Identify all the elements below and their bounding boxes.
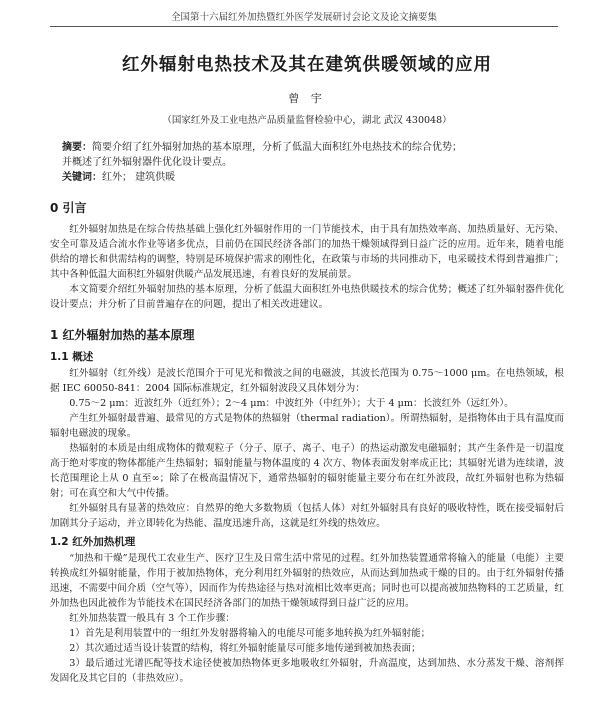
s11-paragraph-2: 0.75～2 μm：近波红外（近红外）；2～4 μm：中波红外（中红外）；大于 4 μm：长波红外（远红外）。: [69, 398, 514, 409]
intro-paragraph-2: 本文简要介绍红外辐射加热的基本原理，分析了低温大面积红外电热供暖技术的综合优势；概述了红外辐射器件优化设计要点；并分析了目前普遍存在的问题，提出了相关改进建议。: [50, 284, 564, 310]
affiliation: （国家红外及工业电热产品质量监督检验中心，湖北 武汉 430048）: [162, 115, 452, 126]
section-1-1-heading: 1.1 概述: [50, 351, 94, 363]
s12-paragraph-2: 红外加热装置一般具有 3 个工作步骤：: [69, 613, 235, 624]
s11-paragraph-5: 红外辐射具有显著的热效应：自然界的绝大多数物质（包括人体）对红外辐射具有良好的吸收特性，既在接受辐射后加剧其分子运动，并立即转化为热能、温度迅速升高，这就是红外线的热效应。: [50, 503, 564, 529]
keywords-line: [62, 170, 544, 185]
s11-paragraph-3: 产生红外辐射最普遍、最常见的方式是物体的热辐射（thermal radiation）。所谓热辐射，是指物体由于具有温度而辐射电磁波的现象。: [50, 413, 564, 439]
abstract-text-1: 简要介绍了红外辐射加热的基本原理，分析了低温大面积红外电热技术的综合优势；: [92, 142, 462, 153]
running-head: 全国第十六届红外加热暨红外医学发展研讨会论文及论文摘要集: [50, 0, 558, 27]
author: 曾 宇: [288, 92, 326, 105]
abstract-label: 摘要：: [62, 142, 92, 153]
s12-paragraph-1: “加热和干燥”是现代工农业生产、医疗卫生及日常生活中常见的过程。红外加热装置通常将输入的能量（电能）主要转换成红外辐射能量，作用于被加热物体，充分利用红外辐射的热效应，从而达到加热或干燥的目的。由于红外辐射传播迅速，不需要中间介质（空气等），因而作为传热途径与热对流相比效率更高；同时也可以提高被加热物料的工艺质量，红外加热也因此被作为节能技术在国民经济各部门的加热干燥领域得到日益广泛的应用。: [50, 553, 564, 609]
keywords-label: 关键词：: [62, 172, 102, 183]
intro-paragraph-1: 红外辐射加热是在综合传热基础上强化红外辐射作用的一门节能技术，由于具有加热效率高、加热质量好、无污染、安全可靠及适合流水作业等诸多优点，目前仍在国民经济各部门的加热干燥领域得到日益广泛的应用。近年来，随着电能供给的增长和供需结构的调整，特别是环境保护需求的刚性化，在政策与市场的共同推动下，电采暖技术得到普遍推广；其中各种低温大面积红外辐射供暖产品发展迅速，有着良好的发展前景。: [50, 224, 564, 280]
section-0-heading: 0 引言: [50, 201, 87, 215]
s11-paragraph-4: 热辐射的本质是由组成物体的微观粒子（分子、原子、离子、电子）的热运动激发电磁辐射；其产生条件是一切温度高于绝对零度的物体都能产生热辐射；辐射能量与物体温度的 4 次方、物体表面发射率成正比；其辐射光谱为连续谱，波长范围理论上从 0 直至∞；除了在极高温情况下，通常热辐射的辐射能量主要分布在红外波段，故红外辐射也称为热辐射；可在真空和大气中传播。: [50, 443, 564, 499]
paper-title: 红外辐射电热技术及其在建筑供暖领域的应用: [122, 55, 492, 75]
s12-step-2: 2）其次通过适当设计装置的结构，将红外辐射能量尽可能多地传递到被加热表面；: [69, 643, 421, 654]
section-1-2-heading: 1.2 红外加热机理: [50, 536, 136, 548]
abstract-line-1: [62, 140, 544, 155]
abstract-line-2: 并概述了红外辐射器件优化设计要点。: [62, 157, 232, 168]
abstract-block: [50, 140, 564, 185]
section-1-heading: 1 红外辐射加热的基本原理: [50, 328, 195, 342]
s12-step-1: 1）首先是利用装置中的一组红外发射器将输入的电能尽可能多地转换为红外辐射能；: [69, 628, 431, 639]
s12-step-3: 3）最后通过光谱匹配等技术途径使被加热物体更多地吸收红外辐射，升高温度，达到加热、水分蒸发干燥、溶剂挥发固化及其它目的（非热效应）。: [50, 658, 564, 684]
s11-paragraph-1: 红外辐射（红外线）是波长范围介于可见光和微波之间的电磁波，其波长范围为 0.75～1000 μm。在电热领域，根据 IEC 60050-841：2004 国际标准规定，红外辐射波段又具体划分为：: [50, 368, 564, 394]
keywords: 红外； 建筑供暖: [102, 172, 176, 183]
body: [50, 199, 564, 686]
